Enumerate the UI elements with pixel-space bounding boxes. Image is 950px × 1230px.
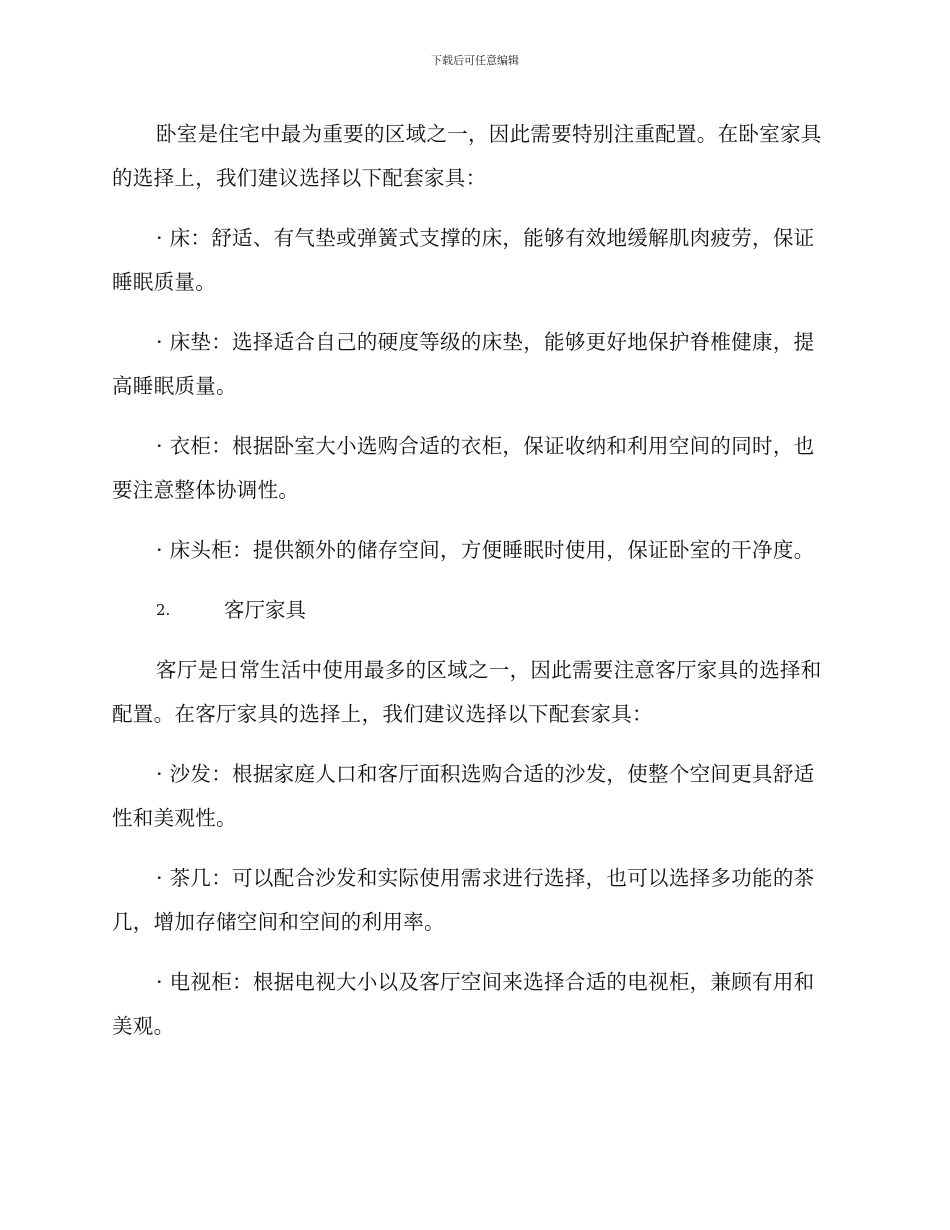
- section-number: 2.: [156, 601, 171, 619]
- section-heading-living-room: [112, 588, 832, 632]
- page-header: 下载后可任意编辑: [431, 54, 519, 67]
- list-item-bed: · 床：舒适、有气垫或弹簧式支撑的床，能够有效地缓解肌肉疲劳，保证睡眠质量。: [112, 226, 815, 294]
- paragraph-living-room-intro: 客厅是日常生活中使用最多的区域之一，因此需要注意客厅家具的选择和配置。在客厅家具的选择上，我们建议选择以下配套家具：: [112, 658, 822, 726]
- list-item-wardrobe: · 衣柜：根据卧室大小选购合适的衣柜，保证收纳和利用空间的同时，也要注意整体协调性。: [112, 434, 815, 502]
- document-body: [112, 112, 832, 1064]
- list-item-nightstand: · 床头柜：提供额外的储存空间，方便睡眠时使用，保证卧室的干净度。: [156, 538, 815, 562]
- paragraph-bedroom-intro: 卧室是住宅中最为重要的区域之一，因此需要特别注重配置。在卧室家具的选择上，我们建议选择以下配套家具：: [112, 122, 822, 190]
- list-item-sofa: · 沙发：根据家庭人口和客厅面积选购合适的沙发，使整个空间更具舒适性和美观性。: [112, 762, 815, 830]
- list-item-coffee-table: · 茶几：可以配合沙发和实际使用需求进行选择，也可以选择多功能的茶几，增加存储空间和空间的利用率。: [112, 866, 815, 934]
- list-item-tv-cabinet: · 电视柜：根据电视大小以及客厅空间来选择合适的电视柜，兼顾有用和美观。: [112, 970, 815, 1038]
- section-title: 客厅家具: [224, 598, 306, 622]
- list-item-mattress: · 床垫：选择适合自己的硬度等级的床垫，能够更好地保护脊椎健康，提高睡眠质量。: [112, 330, 815, 398]
